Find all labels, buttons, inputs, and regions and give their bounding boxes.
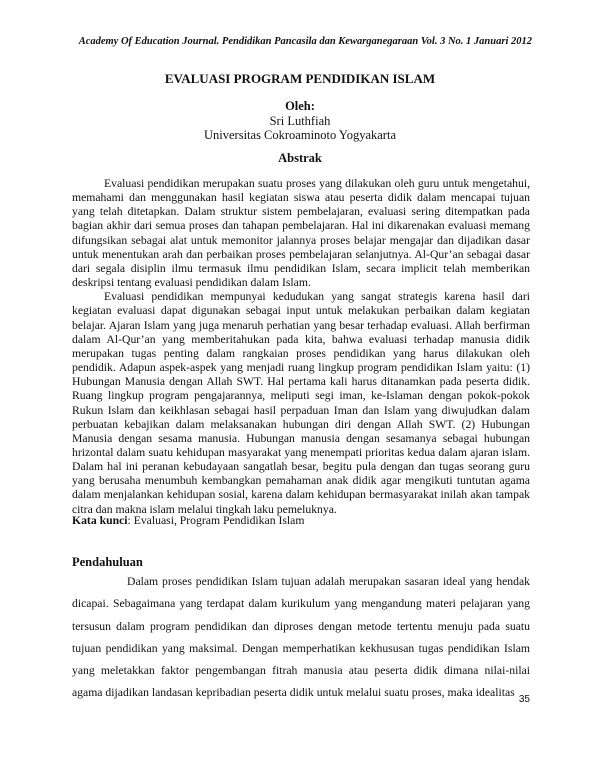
abstract-paragraph: Evaluasi pendidikan merupakan suatu proses yang dilakukan oleh guru untuk mengetahui, memahami dan menggunakan hasil kegiatan siswa atau peserta didik dalam mencapai tujuan yang telah ditetapkan. Dalam struktur sistem pembelajaran, evaluasi sering ditempatkan pada bagian akhir dari semua proses dan tahapan pembelajaran. Hal ini dikarenakan evaluasi memang difungsikan sebagai alat untuk memonitor jalannya proses belajar mengajar dan dijadikan dasar untuk menentukan arah dan perbaikan proses pembelajaran selanjutnya. Al-Qur’an sebagai dasar dari segala disiplin ilmu termasuk ilmu pendidikan Islam, secara implicit telah memberikan deskripsi tentang evaluasi pendidikan dalam Islam. — [72, 177, 530, 290]
abstract-heading: Abstrak — [278, 151, 322, 165]
byline-label: Oleh: — [285, 99, 315, 113]
section-body — [72, 571, 530, 705]
abstract-paragraph: Evaluasi pendidikan mempunyai kedudukan yang sangat strategis karena hasil dari kegiatan evaluasi dapat digunakan sebagai input untuk melakukan perbaikan dalam kegiatan belajar. Ajaran Islam yang juga menaruh perhatian yang besar terhadap evaluasi. Allah berfirman dalam Al-Qur’an yang memberitahukan pada kita, bahwa evaluasi terhadap manusia didik merupakan tugas penting dalam rangkaian proses pendidikan yang harus dilakukan oleh pendidik. Adapun aspek-aspek yang menjadi ruang lingkup program pendidikan Islam yaitu: (1) Hubungan Manusia dengan Allah SWT. Hal pertama kali harus ditanamkan pada peserta didik. Ruang lingkup program pengajarannya, meliputi segi iman, ke-Islaman dengan pokok-pokok Rukun Islam dan keikhlasan sebagai hasil perpaduan Iman dan Islam yang diwujudkan dalam perbuatan kebajikan dalam melaksanakan hubungan diri dengan Allah SWT. (2) Hubungan Manusia dengan sesama manusia. Hubungan manusia dengan sesamanya sebagai hubungan hrizontal dalam suatu kehidupan masyarakat yang menempati prioritas kedua dalam ajaran islam. Dalam hal ini peranan kebudayaan sangatlah besar, begitu pula dengan dan tugas seorang guru yang berusaha menumbuh kembangkan pemahaman anak didik agar mengikuti tuntutan agama dalam menjalankan kehidupan sosial, karena dalam kehidupan bermasyarakat inilah akan tampak citra dan makna islam melalui tingkah laku pemeluknya. — [72, 290, 530, 516]
paper-title: EVALUASI PROGRAM PENDIDIKAN ISLAM — [164, 71, 436, 86]
page-number: 35 — [518, 694, 530, 705]
author-affiliation: Universitas Cokroaminoto Yogyakarta — [204, 128, 396, 142]
body-paragraph: Dalam proses pendidikan Islam tujuan adalah merupakan sasaran ideal yang hendak dicapai. Sebagaimana yang terdapat dalam kurikulum yang mengandung materi pelajaran yang tersusun dalam program pendidikan dan diproses dengan metode tertentu menuju pada suatu tujuan pendidikan yang maksimal. Dengan memperhatikan kekhususan tugas pendidikan Islam yang meletakkan faktor pengembangan fitrah manusia atau peserta didik dimana nilai-nilai agama dijadikan landasan kepribadian peserta didik untuk melalui suatu proses, maka idealitas — [72, 575, 530, 700]
keywords-label: Kata kunci — [72, 514, 128, 527]
section-heading: Pendahuluan — [72, 555, 143, 569]
keywords-line — [72, 514, 530, 527]
author-name: Sri Luthfiah — [269, 113, 331, 128]
abstract-body — [72, 177, 530, 517]
running-header: Academy Of Education Journal. Pendidikan Pancasila dan Kewarganegaraan Vol. 3 No. 1 Januari 2012 — [78, 36, 532, 47]
keywords-value: : Evaluasi, Program Pendidikan Islam — [127, 514, 305, 527]
byline — [0, 99, 600, 143]
